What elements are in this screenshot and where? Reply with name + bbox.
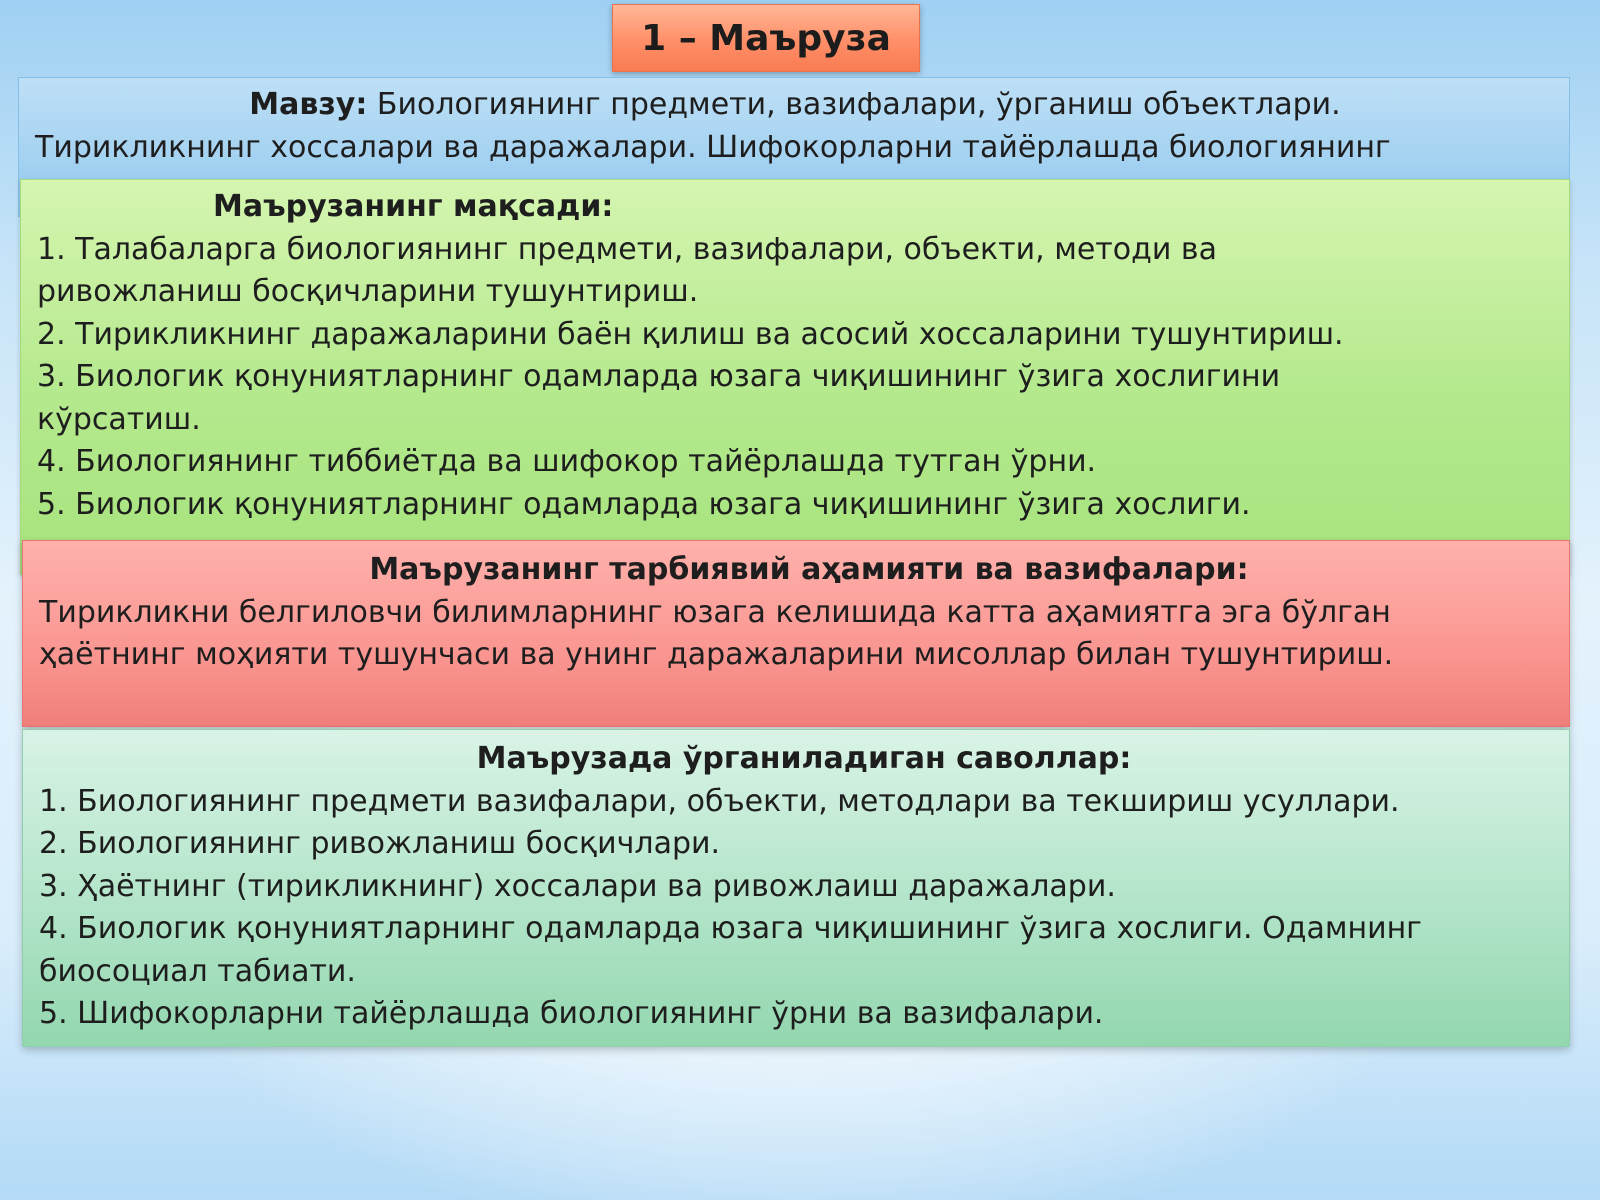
goals-line: 1. Талабаларга биологиянинг предмети, вазифалари, объекти, методи ва bbox=[37, 231, 1217, 267]
questions-line: 1. Биологиянинг предмети вазифалари, объекти, методлари ва текшириш усуллари. bbox=[39, 783, 1400, 819]
educational-panel bbox=[22, 540, 1570, 727]
topic-line-1 bbox=[35, 84, 1555, 127]
questions-panel bbox=[22, 729, 1570, 1047]
goals-panel bbox=[20, 179, 1570, 575]
questions-line: 4. Биологик қонуниятларнинг одамларда юзага чиқишининг ўзига хослиги. Одамнинг bbox=[39, 911, 1422, 946]
educational-line: Тирикликни белгиловчи билимларнинг юзага келишида катта аҳамиятга эга бўлган bbox=[39, 594, 1391, 630]
topic-line-2: Тирикликнинг хоссалари ва даражалари. Шифокорларни тайёрлашда биологиянинг bbox=[35, 129, 1391, 165]
topic-label: Мавзу: bbox=[249, 87, 368, 122]
educational-heading: Маърузанинг тарбиявий аҳамияти ва вазифалари: bbox=[369, 552, 1249, 587]
questions-line: 5. Шифокорларни тайёрлашда биологиянинг ўрни ва вазифалари. bbox=[39, 996, 1104, 1031]
questions-line: 3. Ҳаётнинг (тирикликнинг) хоссалари ва ривожлаиш даражалари. bbox=[39, 868, 1116, 904]
educational-line: ҳаётнинг моҳияти тушунчаси ва унинг даражаларини мисоллар билан тушунтириш. bbox=[39, 637, 1394, 672]
goals-line: 4. Биологиянинг тиббиётда ва шифокор тайёрлашда тутган ўрни. bbox=[37, 444, 1097, 479]
questions-heading: Маърузада ўрганиладиган саволлар: bbox=[476, 741, 1132, 776]
goals-heading: Маърузанинг мақсади: bbox=[213, 189, 614, 224]
goals-line: ривожланиш босқичларини тушунтириш. bbox=[37, 274, 699, 309]
goals-line: кўрсатиш. bbox=[37, 401, 201, 437]
questions-line: биосоциал табиати. bbox=[39, 953, 356, 989]
goals-line: 3. Биологик қонуниятларнинг одамларда юзага чиқишининг ўзига хослигини bbox=[37, 359, 1281, 394]
questions-line: 2. Биологиянинг ривожланиш босқичлари. bbox=[39, 826, 721, 861]
topic-line-1-text: Биологиянинг предмети, вазифалари, ўрганиш объектлари. bbox=[367, 87, 1341, 122]
slide-title: 1 – Маъруза bbox=[612, 4, 920, 72]
goals-line: 5. Биологик қонуниятларнинг одамларда юзага чиқишининг ўзига хослиги. bbox=[37, 486, 1251, 522]
goals-line: 2. Тирикликнинг даражаларини баён қилиш ва асосий хоссаларини тушунтириш. bbox=[37, 316, 1344, 352]
